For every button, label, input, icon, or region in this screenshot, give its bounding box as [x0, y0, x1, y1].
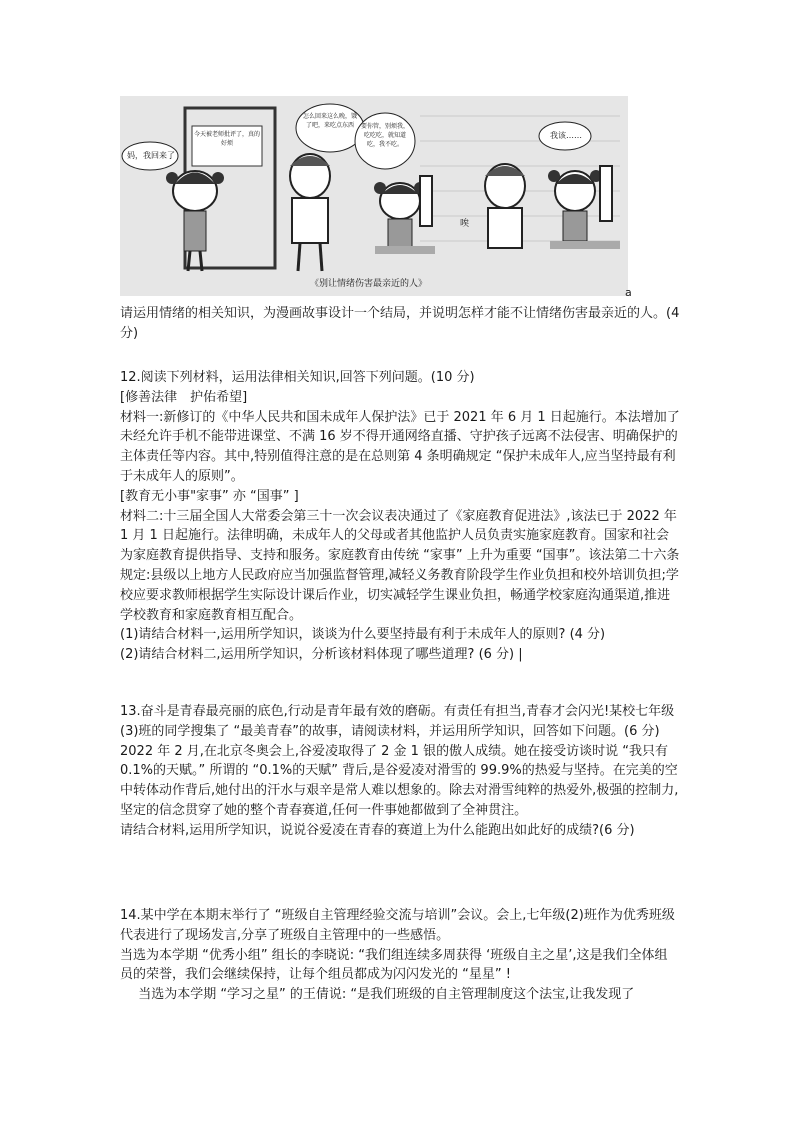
comic-title: 《别让情绪伤害最亲近的人》 [310, 279, 428, 289]
comic-bubble-3: 要你管，别烦我，吃吃吃，就知道吃，我不吃。 [360, 123, 409, 148]
q12-sub-question-1: (1)请结合材料一,运用所学知识，谈谈为什么要坚持最有利于未成年人的原则? (4 分) [120, 627, 606, 643]
comic-bubble-1: 妈，我回来了 [127, 151, 175, 160]
comic-strip [120, 96, 628, 296]
question-13 [120, 702, 680, 841]
comic-bubble-4: 我该…… [550, 131, 582, 140]
q12-material-1: 材料一:新修订的《中华人民共和国未成年人保护法》已于 2021 年 6 月 1 日起施行。本法增加了未经允许手机不能带进课堂、不满 16 岁不得开通网络直播、守护孩子远离不法侵害、明确保护的主体责任等内容。其中,特别值得注意的是在总则第 4 条明确规定 “保护未成年人,应当坚持最有利于未成年人的原则”。 [120, 409, 680, 484]
question-14 [120, 906, 680, 1005]
q13-heading: 13.奋斗是青春最亮丽的底色,行动是青年最有效的磨砺。有责任有担当,青春才会闪光!某校七年级(3)班的同学搜集了 “最美青春”的故事，请阅读材料，并运用所学知识，回答如下问题。(6 分) [120, 704, 675, 739]
q12-tag-2: [教育无小事"家事” 亦 “国事” ] [120, 488, 299, 504]
q13-material: 2022 年 2 月,在北京冬奥会上,谷爱凌取得了 2 金 1 银的傲人成绩。她在接受访谈时说 “我只有 0.1%的天赋。” 所谓的 “0.1%的天赋” 背后,是谷爱凌对滑雪的 99.9%的热爱与坚持。在完美的空中转体动作背后,她付出的汗水与艰辛是常人难以想象的。除去对滑雪纯粹的热爱外,极强的控制力,坚定的信念贯穿了她的整个青春赛道,任何一件事她都做到了全神贯注。 [120, 743, 679, 818]
question-11-tail [120, 304, 680, 344]
q13-question: 请结合材料,运用所学知识，说说谷爱凌在青春的赛道上为什么能跑出如此好的成绩?(6 分) [120, 822, 635, 838]
q14-heading: 14.某中学在本期末举行了 “班级自主管理经验交流与培训”会议。会上,七年级(2)班作为优秀班级代表进行了现场发言,分享了班级自主管理中的一些感悟。 [120, 908, 675, 943]
q11-prompt: 请运用情绪的相关知识，为漫画故事设计一个结局，并说明怎样才能不让情绪伤害最亲近的人。(4 分) [120, 306, 680, 341]
question-12 [120, 368, 680, 665]
comic-door-sign: 今天被老师批评了，真的好烦 [193, 131, 260, 147]
girl-figure-3 [548, 166, 620, 249]
q14-paragraph-1: 当选为本学期 “优秀小组” 组长的李晓说: “我们组连续多周获得 ‘班级自主之星’,这是我们全体组员的荣誉，我们会继续保持，让每个组员都成为闪闪发光的 “星星” ! [120, 947, 668, 983]
comic-sigh: 唉 [460, 219, 470, 229]
q14-paragraph-2: 当选为本学期 “学习之星” 的王倩说: “是我们班级的自主管理制度这个法宝,让我发现了 [138, 987, 635, 1003]
mother-figure [290, 154, 330, 271]
mother-figure-2 [485, 164, 525, 248]
girl-figure-1 [166, 171, 224, 271]
comic-bubble-2: 怎么回来这么晚，饿了吧，来吃点东西 [303, 113, 358, 129]
q12-heading: 12.阅读下列材料，运用法律相关知识,回答下列问题。(10 分) [120, 370, 475, 385]
comic-end-mark: a [625, 286, 632, 299]
q12-tag-1: [修善法律 护佑希望] [120, 389, 248, 405]
q12-material-2: 材料二:十三届全国人大常委会第三十一次会议表决通过了《家庭教育促进法》,该法已于 2022 年 1 月 1 日起施行。法律明确，未成年人的父母或者其他监护人员负责实施家庭教育。国家和社会为家庭教育提供指导、支持和服务。家庭教育由传统 “家事” 上升为重要 “国事”。该法第二十六条规定:县级以上地方人民政府应当加强监督管理,减轻义务教育阶段学生作业负担和校外培训负担;学校应要求教师根据学生实际设计课后作业，切实减轻学生课业负担，畅通学校家庭沟通渠道,推进学校教育和家庭教育相互配合。 [120, 508, 680, 623]
girl-figure-2 [374, 176, 435, 254]
q12-sub-question-2: (2)请结合材料二,运用所学知识，分析该材料体现了哪些道理? (6 分) | [120, 647, 523, 663]
